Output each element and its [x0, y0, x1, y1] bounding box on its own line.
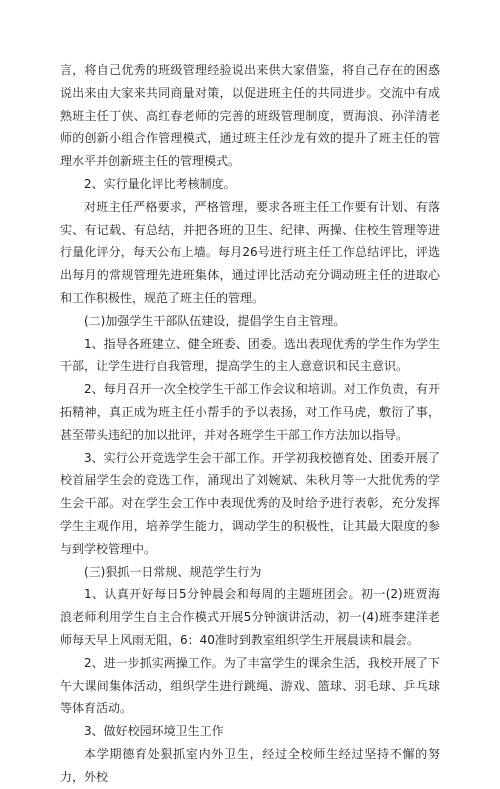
paragraph-3: 对班主任严格要求，严格管理，要求各班主任工作要有计划、有落实、有记载、有总结，并把各班的卫生、纪律、两操、住校生管理等进行量化评分，每天公布上墙。每月26号进行班主任工作总结评比，评选出每月的常规管理先进班集体，通过评比活动充分调动班主任的进取心和工作积极性，规范了班主任的管理。	[60, 199, 440, 305]
paragraph-2: 2、实行量化评比考核制度。	[84, 176, 236, 191]
paragraph-8: (三)狠抓一日常规、规范学生行为	[84, 564, 262, 579]
paragraph-11: 3、做好校园环境卫生工作	[84, 724, 224, 739]
paragraph-9: 1、认真开好每日5分钟晨会和每周的主题班团会。初一(2)班贾海浪老师利用学生自主合作模式开展5分钟演讲活动，初一(4)班李建洋老师每天早上风雨无阻，6：40准时到教室组织学生开展晨读和晨会。	[60, 587, 440, 647]
paragraph-1: 言，将自己优秀的班级管理经验说出来供大家借鉴，将自己存在的困惑说出来由大家来共同商量对策，以促进班主任的共同进步。交流中有成熟班主任丁侠、高红春老师的完善的班级管理制度，贾海浪、孙洋清老师的创新小组合作管理模式，通过班主任沙龙有效的提升了班主任的管理水平并创新班主任的管理模式。	[60, 63, 440, 169]
paragraph-12: 本学期德育处狠抓室内外卫生，经过全校师生经过坚持不懈的努力，外校	[60, 746, 440, 784]
paragraph-7: 3、实行公开竞选学生会干部工作。开学初我校德育处、团委开展了校首届学生会的竞选工作，涌现出了刘婉斌、朱秋月等一大批优秀的学生会干部。对在学生会工作中表现优秀的及时给予进行表彰，充分发挥学生主观作用，培养学生能力，调动学生的积极性，让其最大限度的参与到学校管理中。	[60, 450, 440, 556]
paragraph-4: (二)加强学生干部队伍建设，提倡学生自主管理。	[84, 313, 346, 328]
paragraph-5: 1、指导各班建立、健全班委、团委。选出表现优秀的学生作为学生干部，让学生进行自我管理，提高学生的主人意意识和民主意识。	[60, 336, 440, 374]
paragraph-10: 2、进一步抓实两操工作。为了丰富学生的课余生活，我校开展了下午大课间集体活动，组织学生进行跳绳、游戏、篮球、羽毛球、乒乓球等体育活动。	[60, 655, 440, 716]
paragraph-6: 2、每月召开一次全校学生干部工作会议和培训。对工作负责，有开拓精神，真正成为班主任小帮手的予以表扬，对工作马虎，敷衍了事，甚至带头违纪的加以批评，并对各班学生干部工作方法加以指导。	[60, 382, 440, 442]
document-body	[60, 59, 440, 789]
